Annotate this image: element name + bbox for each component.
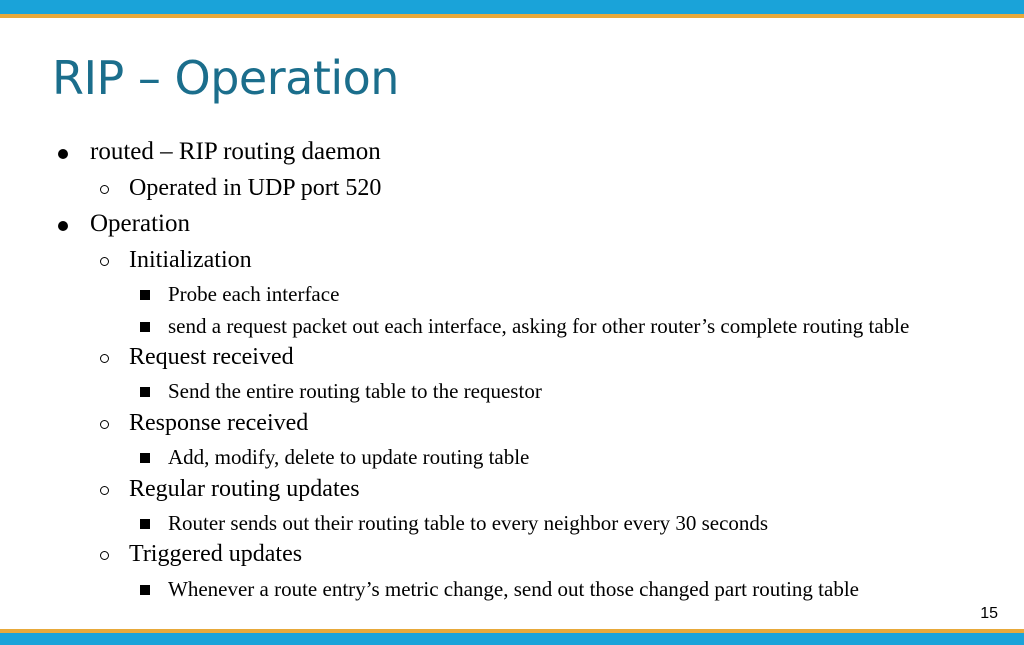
bullet-square-icon <box>140 519 150 529</box>
bullet-dot-icon <box>58 149 68 159</box>
bullet-circle-icon <box>100 551 109 560</box>
bullet-square-icon <box>140 387 150 397</box>
bullet-square-icon <box>140 322 150 332</box>
bullet-text: Regular routing updates <box>129 476 360 502</box>
bullet-text: Whenever a route entry’s metric change, send out those changed part routing table <box>168 577 859 601</box>
bullet-text: Operated in UDP port 520 <box>129 175 382 201</box>
bullet-circle-icon <box>100 354 109 363</box>
bullet-circle-icon <box>100 257 109 266</box>
slide-title: RIP – Operation <box>52 51 399 105</box>
bullet-square-icon <box>140 453 150 463</box>
bullet-text: send a request packet out each interface, asking for other router’s complete routing table <box>168 314 910 338</box>
bullet-circle-icon <box>100 420 109 429</box>
bottom-accent-bar <box>0 633 1024 645</box>
bullet-text: Router sends out their routing table to every neighbor every 30 seconds <box>168 511 769 535</box>
bullet-text: Triggered updates <box>129 541 303 567</box>
page-number: 15 <box>980 605 998 622</box>
bullet-text: routed – RIP routing daemon <box>90 138 381 165</box>
bullet-square-icon <box>140 290 150 300</box>
bullet-text: Send the entire routing table to the requestor <box>168 379 542 403</box>
bullet-square-icon <box>140 585 150 595</box>
bullet-text: Probe each interface <box>168 282 340 306</box>
bullet-text: Initialization <box>129 247 252 273</box>
bullet-text: Request received <box>129 344 294 370</box>
bullet-text: Add, modify, delete to update routing table <box>168 445 530 469</box>
bullet-dot-icon <box>58 221 68 231</box>
bullet-circle-icon <box>100 486 109 495</box>
bullet-text: Operation <box>90 210 190 237</box>
bullet-circle-icon <box>100 185 109 194</box>
bullet-text: Response received <box>129 410 309 436</box>
